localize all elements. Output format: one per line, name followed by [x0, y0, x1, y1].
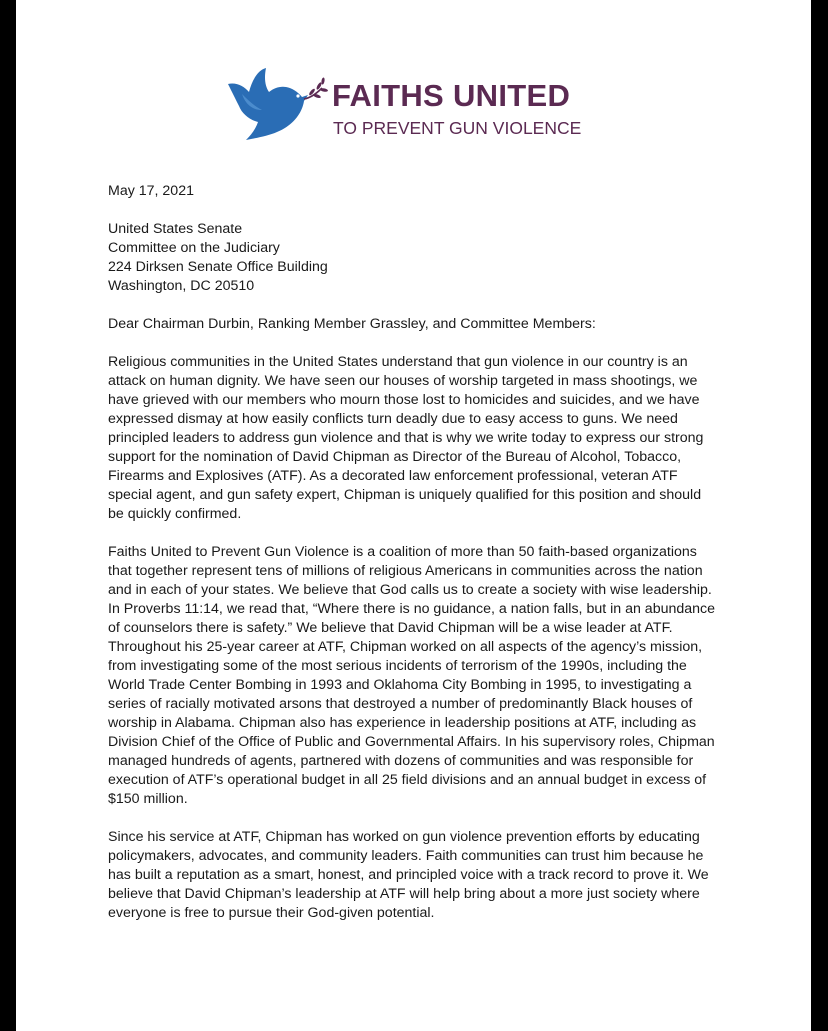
letterhead — [222, 66, 622, 150]
dove-with-olive-branch-icon — [222, 66, 334, 148]
body-paragraph: Since his service at ATF, Chipman has worked on gun violence prevention efforts by educating policymakers, advocates, and community leaders. Faith communities can trust him because he has built a reputation as a smart, honest, and principled voice with a track record to prove it. We believe that David Chipman’s leadership at ATF will help bring about a more just society where everyone is free to pursue their God-given potential. — [108, 829, 709, 921]
recipient-address — [108, 220, 718, 296]
body-paragraph: Religious communities in the United States understand that gun violence in our country is an attack on human dignity. We have seen our houses of worship targeted in mass shootings, we have grieved with our members who mourn those lost to homicides and suicides, and we have expressed dismay at how easily conflicts turn deadly due to easy access to guns. We need principled leaders to address gun violence and that is why we write today to express our strong support for the nomination of David Chipman as Director of the Bureau of Alcohol, Tobacco, Firearms and Explosives (ATF). As a decorated law enforcement professional, veteran ATF special agent, and gun safety expert, Chipman is uniquely qualified for this position and should be quickly confirmed. — [108, 354, 704, 522]
address-line: Washington, DC 20510 — [108, 278, 255, 294]
org-name: FAITHS UNITED — [332, 78, 571, 113]
address-line: Committee on the Judiciary — [108, 240, 280, 256]
org-tagline: TO PREVENT GUN VIOLENCE — [333, 118, 582, 138]
body-paragraph: Faiths United to Prevent Gun Violence is a coalition of more than 50 faith-based organizations that together represent tens of millions of religious Americans in communities across the nation and in each of your states. We believe that God calls us to create a society with wise leadership. In Proverbs 11:14, we read that, “Where there is no guidance, a nation falls, but in an abundance of counselors there is safety.” We believe that David Chipman will be a wise leader at ATF. Throughout his 25-year career at ATF, Chipman worked on all aspects of the agency’s mission, from investigating some of the most serious incidents of terrorism of the 1990s, including the World Trade Center Bombing in 1993 and Oklahoma City Bombing in 1995, to investigating a series of racially motivated arsons that destroyed a number of predominantly Black houses of worship in Alabama. Chipman also has experience in leadership positions at ATF, including as Division Chief of the Office of Public and Governmental Affairs. In his supervisory roles, Chipman managed hundreds of agents, partnered with dozens of communities and was responsible for execution of ATF’s operational budget in all 25 field divisions and an annual budget in excess of $150 million. — [108, 544, 716, 807]
letter-date: May 17, 2021 — [108, 183, 194, 199]
salutation: Dear Chairman Durbin, Ranking Member Grassley, and Committee Members: — [108, 316, 596, 332]
address-line: 224 Dirksen Senate Office Building — [108, 259, 328, 275]
address-line: United States Senate — [108, 221, 243, 237]
letter-page — [16, 0, 811, 1031]
letter-body — [108, 182, 718, 942]
